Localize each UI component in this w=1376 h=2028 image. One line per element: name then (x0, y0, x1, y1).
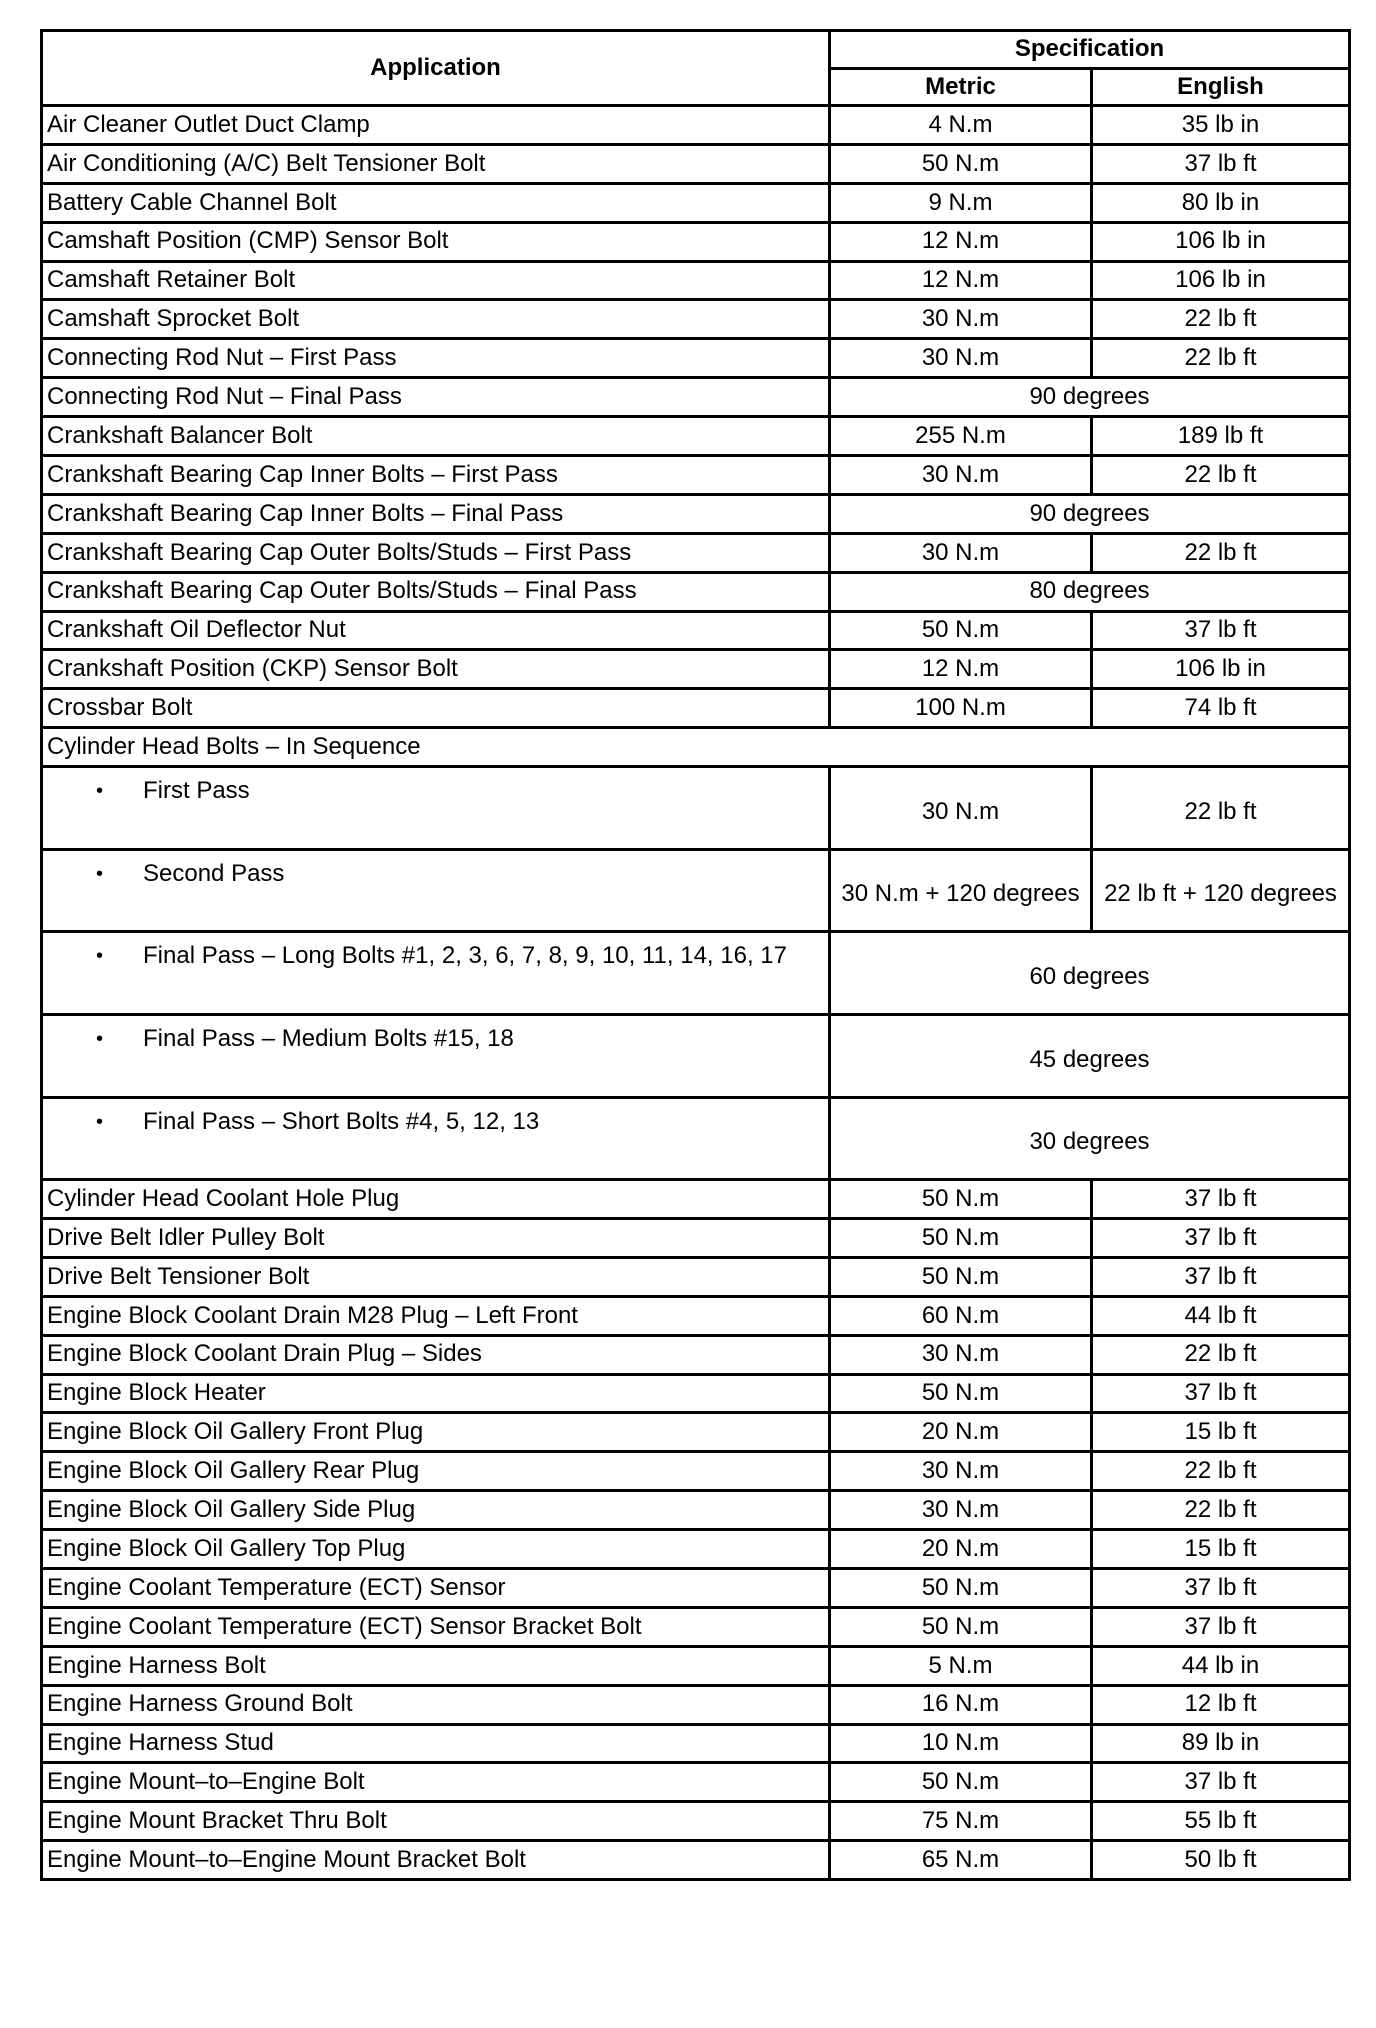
combined-spec-cell: 60 degrees (830, 932, 1350, 1015)
application-cell: Crankshaft Bearing Cap Inner Bolts – First Pass (42, 456, 830, 495)
bullet-icon: • (95, 780, 103, 803)
english-cell: 22 lb ft (1092, 767, 1350, 850)
table-row-pass (42, 932, 1350, 1015)
table-row (42, 261, 1350, 300)
metric-cell: 30 N.m (830, 456, 1092, 495)
combined-spec-cell: 45 degrees (830, 1014, 1350, 1097)
application-cell: Engine Block Oil Gallery Rear Plug (42, 1452, 830, 1491)
pass-label: Final Pass – Long Bolts #1, 2, 3, 6, 7, 8, 9, 10, 11, 14, 16, 17 (143, 942, 787, 970)
application-cell: Engine Harness Bolt (42, 1646, 830, 1685)
english-cell: 106 lb in (1092, 222, 1350, 261)
metric-cell: 50 N.m (830, 1607, 1092, 1646)
table-row-pass (42, 849, 1350, 932)
english-cell: 37 lb ft (1092, 1569, 1350, 1608)
table-row (42, 456, 1350, 495)
application-cell: Engine Mount–to–Engine Mount Bracket Bolt (42, 1841, 830, 1880)
table-row (42, 1491, 1350, 1530)
pass-label: Second Pass (143, 859, 285, 887)
table-row (42, 572, 1350, 611)
application-cell: Engine Coolant Temperature (ECT) Sensor Bracket Bolt (42, 1607, 830, 1646)
pass-label: Final Pass – Short Bolts #4, 5, 12, 13 (143, 1107, 540, 1135)
english-cell: 106 lb in (1092, 650, 1350, 689)
english-cell: 22 lb ft (1092, 300, 1350, 339)
application-cell: Battery Cable Channel Bolt (42, 183, 830, 222)
metric-cell: 100 N.m (830, 689, 1092, 728)
application-cell: Engine Block Coolant Drain Plug – Sides (42, 1335, 830, 1374)
metric-cell: 12 N.m (830, 650, 1092, 689)
english-cell: 37 lb ft (1092, 1763, 1350, 1802)
metric-cell: 12 N.m (830, 222, 1092, 261)
english-cell: 15 lb ft (1092, 1413, 1350, 1452)
application-cell: Engine Block Oil Gallery Front Plug (42, 1413, 830, 1452)
metric-cell: 65 N.m (830, 1841, 1092, 1880)
english-cell: 22 lb ft (1092, 1335, 1350, 1374)
english-cell: 22 lb ft (1092, 456, 1350, 495)
pass-application-cell (42, 767, 830, 850)
metric-cell: 9 N.m (830, 183, 1092, 222)
table-row (42, 339, 1350, 378)
header-metric: Metric (830, 69, 1092, 106)
metric-cell: 10 N.m (830, 1724, 1092, 1763)
application-cell: Crankshaft Oil Deflector Nut (42, 611, 830, 650)
application-cell: Crossbar Bolt (42, 689, 830, 728)
table-row (42, 144, 1350, 183)
english-cell: 37 lb ft (1092, 611, 1350, 650)
table-row (42, 1607, 1350, 1646)
english-cell: 15 lb ft (1092, 1530, 1350, 1569)
application-cell: Camshaft Retainer Bolt (42, 261, 830, 300)
english-cell: 12 lb ft (1092, 1685, 1350, 1724)
table-row (42, 650, 1350, 689)
metric-cell: 30 N.m (830, 533, 1092, 572)
application-cell: Cylinder Head Coolant Hole Plug (42, 1180, 830, 1219)
combined-spec-cell: 90 degrees (830, 494, 1350, 533)
table-body-lower (42, 1180, 1350, 1880)
application-cell: Engine Block Heater (42, 1374, 830, 1413)
table-row (42, 183, 1350, 222)
application-cell: Connecting Rod Nut – First Pass (42, 339, 830, 378)
metric-cell: 12 N.m (830, 261, 1092, 300)
application-cell: Camshaft Position (CMP) Sensor Bolt (42, 222, 830, 261)
metric-cell: 30 N.m + 120 degrees (830, 849, 1092, 932)
table-row (42, 1296, 1350, 1335)
application-cell: Engine Mount Bracket Thru Bolt (42, 1802, 830, 1841)
application-cell: Crankshaft Bearing Cap Outer Bolts/Studs – First Pass (42, 533, 830, 572)
english-cell: 22 lb ft + 120 degrees (1092, 849, 1350, 932)
table-row (42, 689, 1350, 728)
table-row (42, 533, 1350, 572)
pass-application-cell (42, 1097, 830, 1180)
application-cell: Engine Block Coolant Drain M28 Plug – Left Front (42, 1296, 830, 1335)
english-cell: 189 lb ft (1092, 417, 1350, 456)
table-row (42, 1685, 1350, 1724)
table-row-pass (42, 1014, 1350, 1097)
metric-cell: 255 N.m (830, 417, 1092, 456)
table-row (42, 1802, 1350, 1841)
torque-spec-table (40, 29, 1351, 1881)
metric-cell: 50 N.m (830, 1569, 1092, 1608)
bullet-icon: • (95, 1027, 103, 1050)
english-cell: 80 lb in (1092, 183, 1350, 222)
bullet-icon: • (95, 945, 103, 968)
application-cell: Air Conditioning (A/C) Belt Tensioner Bolt (42, 144, 830, 183)
section-title-cell: Cylinder Head Bolts – In Sequence (42, 728, 1350, 767)
metric-cell: 30 N.m (830, 300, 1092, 339)
english-cell: 22 lb ft (1092, 1491, 1350, 1530)
table-row (42, 1180, 1350, 1219)
metric-cell: 50 N.m (830, 1257, 1092, 1296)
table-row-section-title (42, 728, 1350, 767)
table-row (42, 1841, 1350, 1880)
application-cell: Crankshaft Position (CKP) Sensor Bolt (42, 650, 830, 689)
english-cell: 44 lb ft (1092, 1296, 1350, 1335)
metric-cell: 50 N.m (830, 611, 1092, 650)
metric-cell: 75 N.m (830, 1802, 1092, 1841)
english-cell: 37 lb ft (1092, 1257, 1350, 1296)
application-cell: Engine Mount–to–Engine Bolt (42, 1763, 830, 1802)
application-cell: Engine Harness Ground Bolt (42, 1685, 830, 1724)
table-row (42, 1530, 1350, 1569)
table-row-pass (42, 767, 1350, 850)
application-cell: Connecting Rod Nut – Final Pass (42, 378, 830, 417)
table-body-cylinder-head (42, 728, 1350, 1180)
application-cell: Drive Belt Tensioner Bolt (42, 1257, 830, 1296)
table-row (42, 1219, 1350, 1258)
table-row (42, 106, 1350, 145)
metric-cell: 30 N.m (830, 767, 1092, 850)
table-row (42, 222, 1350, 261)
metric-cell: 30 N.m (830, 339, 1092, 378)
english-cell: 22 lb ft (1092, 339, 1350, 378)
metric-cell: 50 N.m (830, 1180, 1092, 1219)
bullet-icon: • (95, 1110, 103, 1133)
metric-cell: 5 N.m (830, 1646, 1092, 1685)
pass-label: First Pass (143, 777, 250, 805)
english-cell: 22 lb ft (1092, 1452, 1350, 1491)
table-row-pass (42, 1097, 1350, 1180)
pass-application-cell (42, 849, 830, 932)
application-cell: Crankshaft Bearing Cap Inner Bolts – Final Pass (42, 494, 830, 533)
application-cell: Engine Block Oil Gallery Side Plug (42, 1491, 830, 1530)
application-cell: Air Cleaner Outlet Duct Clamp (42, 106, 830, 145)
table-row (42, 1763, 1350, 1802)
metric-cell: 30 N.m (830, 1491, 1092, 1530)
metric-cell: 50 N.m (830, 144, 1092, 183)
table-row (42, 1646, 1350, 1685)
english-cell: 37 lb ft (1092, 1219, 1350, 1258)
table-row (42, 1257, 1350, 1296)
metric-cell: 16 N.m (830, 1685, 1092, 1724)
application-cell: Crankshaft Balancer Bolt (42, 417, 830, 456)
english-cell: 106 lb in (1092, 261, 1350, 300)
english-cell: 74 lb ft (1092, 689, 1350, 728)
bullet-icon: • (95, 862, 103, 885)
english-cell: 55 lb ft (1092, 1802, 1350, 1841)
combined-spec-cell: 90 degrees (830, 378, 1350, 417)
english-cell: 89 lb in (1092, 1724, 1350, 1763)
application-cell: Camshaft Sprocket Bolt (42, 300, 830, 339)
table-row (42, 1452, 1350, 1491)
table-row (42, 378, 1350, 417)
table-row (42, 417, 1350, 456)
english-cell: 37 lb ft (1092, 1374, 1350, 1413)
table-row (42, 1413, 1350, 1452)
english-cell: 50 lb ft (1092, 1841, 1350, 1880)
table-row (42, 1374, 1350, 1413)
combined-spec-cell: 30 degrees (830, 1097, 1350, 1180)
metric-cell: 20 N.m (830, 1530, 1092, 1569)
pass-application-cell (42, 932, 830, 1015)
pass-label: Final Pass – Medium Bolts #15, 18 (143, 1024, 514, 1052)
table-row (42, 1335, 1350, 1374)
table-row (42, 300, 1350, 339)
english-cell: 37 lb ft (1092, 144, 1350, 183)
english-cell: 37 lb ft (1092, 1180, 1350, 1219)
table-row (42, 494, 1350, 533)
table-row (42, 611, 1350, 650)
application-cell: Engine Harness Stud (42, 1724, 830, 1763)
combined-spec-cell: 80 degrees (830, 572, 1350, 611)
application-cell: Drive Belt Idler Pulley Bolt (42, 1219, 830, 1258)
english-cell: 44 lb in (1092, 1646, 1350, 1685)
application-cell: Engine Block Oil Gallery Top Plug (42, 1530, 830, 1569)
english-cell: 35 lb in (1092, 106, 1350, 145)
header-english: English (1092, 69, 1350, 106)
metric-cell: 20 N.m (830, 1413, 1092, 1452)
metric-cell: 30 N.m (830, 1335, 1092, 1374)
application-cell: Crankshaft Bearing Cap Outer Bolts/Studs – Final Pass (42, 572, 830, 611)
metric-cell: 50 N.m (830, 1763, 1092, 1802)
header-specification: Specification (830, 31, 1350, 69)
english-cell: 22 lb ft (1092, 533, 1350, 572)
table-row (42, 1569, 1350, 1608)
table-body-upper (42, 106, 1350, 728)
metric-cell: 4 N.m (830, 106, 1092, 145)
metric-cell: 50 N.m (830, 1219, 1092, 1258)
table-row (42, 1724, 1350, 1763)
application-cell: Engine Coolant Temperature (ECT) Sensor (42, 1569, 830, 1608)
english-cell: 37 lb ft (1092, 1607, 1350, 1646)
metric-cell: 30 N.m (830, 1452, 1092, 1491)
metric-cell: 60 N.m (830, 1296, 1092, 1335)
metric-cell: 50 N.m (830, 1374, 1092, 1413)
header-application: Application (42, 31, 830, 106)
pass-application-cell (42, 1014, 830, 1097)
